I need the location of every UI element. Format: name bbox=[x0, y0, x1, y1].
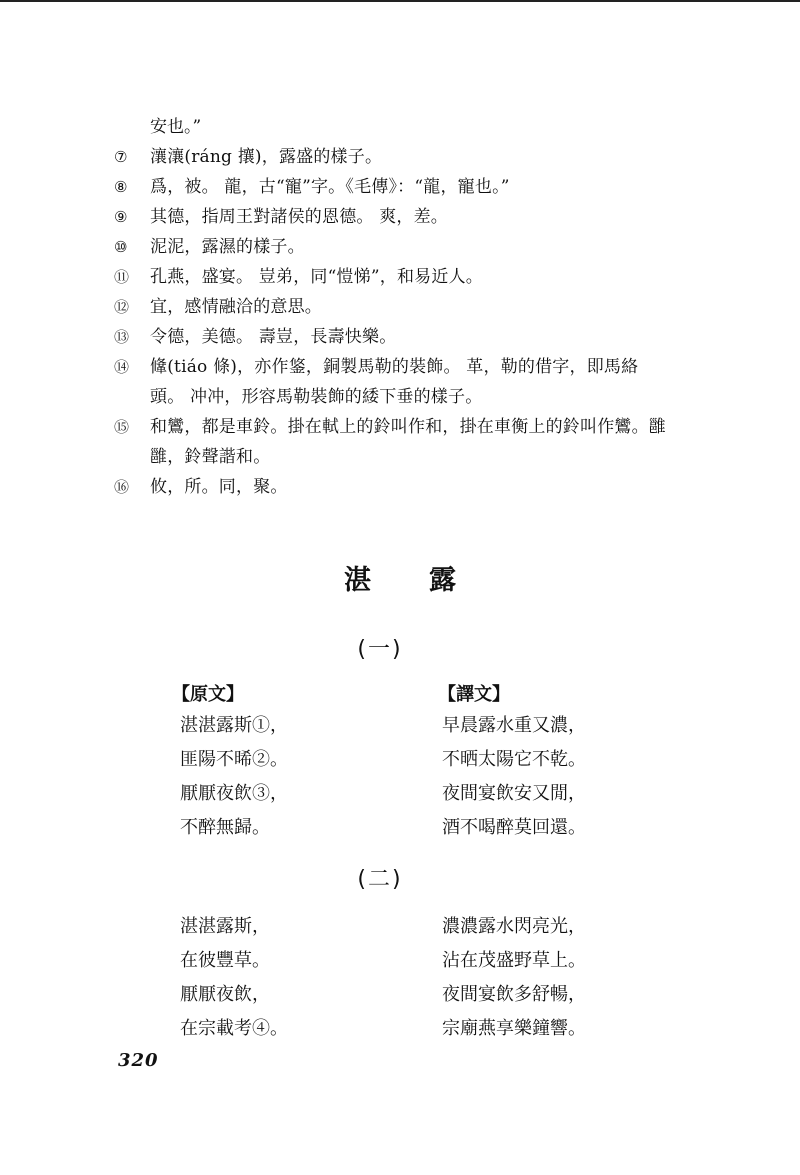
note-number: ⑫ bbox=[114, 298, 130, 316]
page-number: 320 bbox=[118, 1050, 159, 1071]
verse-line: 酒不喝醉莫回還。 bbox=[442, 817, 586, 838]
section-label-2: (二) bbox=[357, 867, 403, 892]
note-9 bbox=[110, 202, 680, 232]
note-text: 其德，指周王對諸侯的恩德。 爽，差。 bbox=[150, 207, 449, 227]
note-number: ⑭ bbox=[114, 358, 130, 376]
note-number: ⑧ bbox=[114, 178, 128, 196]
note-number: ⑩ bbox=[114, 238, 128, 256]
poem-title: 湛露 bbox=[344, 565, 514, 596]
verse-line: 匪陽不晞②。 bbox=[180, 749, 288, 770]
note-number: ⑬ bbox=[114, 328, 130, 346]
note-continuation: 安也。” bbox=[150, 117, 202, 137]
top-border-line bbox=[0, 0, 800, 2]
verse-line: 不晒太陽它不乾。 bbox=[442, 749, 586, 770]
note-text: 孔燕，盛宴。 豈弟，同“愷悌”，和易近人。 bbox=[150, 267, 483, 287]
note-number: ⑪ bbox=[114, 268, 130, 286]
note-text: 和鸞，都是車鈴。掛在軾上的鈴叫作和，掛在車衡上的鈴叫作鸞。雝 雝，鈴聲諧和。 bbox=[150, 417, 666, 467]
note-number: ⑨ bbox=[114, 208, 128, 226]
verse-line: 夜間宴飲多舒暢， bbox=[442, 984, 586, 1005]
translation-verse-section-1 bbox=[442, 709, 586, 845]
original-verse-section-1 bbox=[180, 709, 288, 845]
verse-line: 厭厭夜飲， bbox=[180, 984, 270, 1005]
note-text: 攸，所。同，聚。 bbox=[150, 477, 288, 497]
note-15 bbox=[110, 412, 680, 472]
verse-line: 宗廟燕享樂鐘響。 bbox=[442, 1018, 586, 1039]
note-number: ⑯ bbox=[114, 478, 130, 496]
note-8 bbox=[110, 172, 680, 202]
verse-line: 濃濃露水閃亮光， bbox=[442, 916, 586, 937]
note-number: ⑮ bbox=[114, 418, 130, 436]
verse-line: 湛湛露斯， bbox=[180, 916, 270, 937]
verse-line: 夜間宴飲安又閒， bbox=[442, 783, 586, 804]
note-12 bbox=[110, 292, 680, 322]
original-verse-section-2 bbox=[180, 910, 288, 1046]
verse-line: 在宗載考④。 bbox=[180, 1018, 288, 1039]
verse-line: 早晨露水重又濃， bbox=[442, 715, 586, 736]
translation-verse-section-2 bbox=[442, 910, 586, 1046]
verse-line: 湛湛露斯①， bbox=[180, 715, 288, 736]
note-13 bbox=[110, 322, 680, 352]
note-text: 令德，美德。 壽豈，長壽快樂。 bbox=[150, 327, 397, 347]
note-text: 泥泥，露濕的樣子。 bbox=[150, 237, 305, 257]
note-7 bbox=[110, 142, 680, 172]
note-text: 鞗(tiáo 條)，亦作鋚，銅製馬勒的裝飾。 革，勒的借字，即馬絡 頭。 冲冲，形容馬勒裝飾的緌下垂的樣子。 bbox=[150, 357, 639, 407]
note-text: 瀼瀼(ráng 攘)，露盛的樣子。 bbox=[150, 147, 383, 167]
note-text: 宜，感情融洽的意思。 bbox=[150, 297, 322, 317]
translation-header: 【譯文】 bbox=[438, 684, 510, 705]
note-16 bbox=[110, 472, 680, 502]
original-text-header: 【原文】 bbox=[172, 684, 244, 705]
verse-line: 在彼豐草。 bbox=[180, 950, 270, 971]
note-text: 爲，被。 龍，古“寵”字。《毛傳》：“龍，寵也。” bbox=[150, 177, 510, 197]
note-10 bbox=[110, 232, 680, 262]
footnotes bbox=[110, 112, 680, 502]
note-14 bbox=[110, 352, 680, 412]
note-number: ⑦ bbox=[114, 148, 128, 166]
section-label-1: (一) bbox=[357, 637, 403, 662]
verse-line: 沾在茂盛野草上。 bbox=[442, 950, 586, 971]
note-11 bbox=[110, 262, 680, 292]
verse-line: 不醉無歸。 bbox=[180, 817, 270, 838]
verse-line: 厭厭夜飲③， bbox=[180, 783, 288, 804]
